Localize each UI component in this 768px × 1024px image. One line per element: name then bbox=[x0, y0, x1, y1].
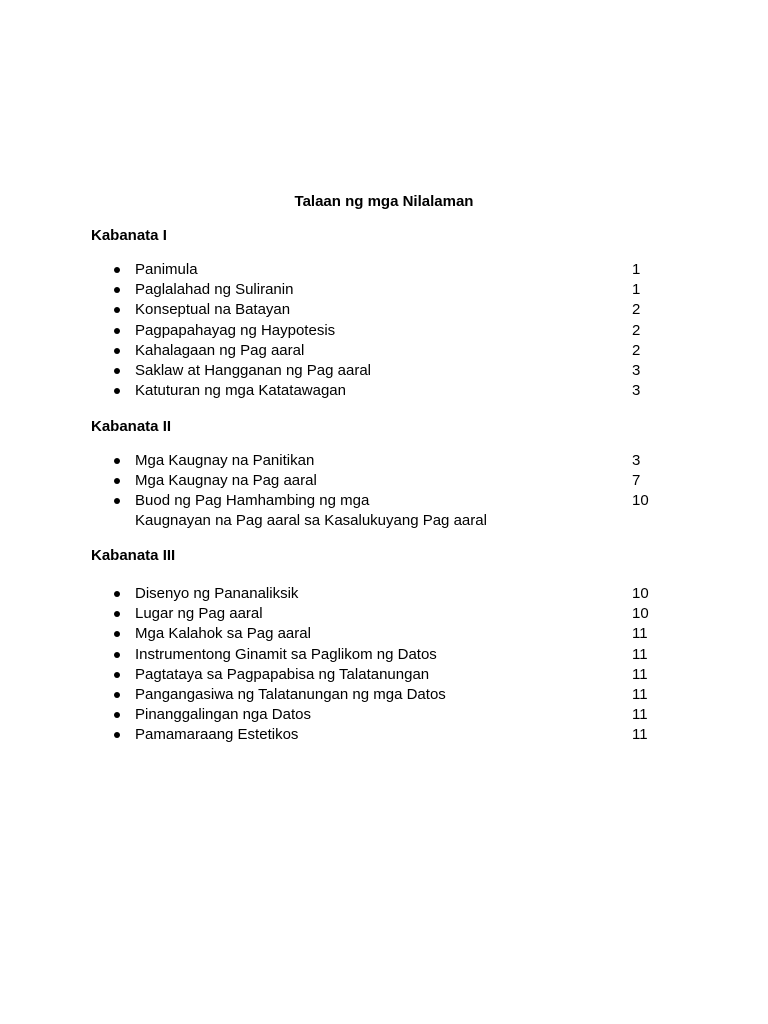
toc-entry: Disenyo ng Pananaliksik 10 bbox=[0, 584, 768, 604]
bullet-icon bbox=[114, 732, 120, 738]
page-number: 2 bbox=[632, 301, 641, 319]
toc-entry: Katuturan ng mga Katatawagan 3 bbox=[0, 381, 768, 401]
bullet-icon bbox=[114, 478, 120, 484]
toc-entry: Panimula 1 bbox=[0, 260, 768, 280]
page-number: 11 bbox=[632, 726, 648, 744]
bullet-icon bbox=[114, 692, 120, 698]
page-number: 10 bbox=[632, 492, 649, 510]
toc-list-chapter-2 bbox=[0, 451, 768, 531]
toc-entry: Konseptual na Batayan 2 bbox=[0, 300, 768, 320]
chapter-heading-3: Kabanata III bbox=[91, 547, 176, 564]
chapter-heading-2: Kabanata II bbox=[91, 418, 172, 435]
bullet-icon bbox=[114, 498, 120, 504]
bullet-icon bbox=[114, 287, 120, 293]
page-number: 11 bbox=[632, 645, 648, 663]
bullet-icon bbox=[114, 307, 120, 313]
page-number: 7 bbox=[632, 472, 641, 490]
page-number: 11 bbox=[632, 625, 648, 643]
toc-entry: Instrumentong Ginamit sa Paglikom ng Datos 11 bbox=[0, 645, 768, 665]
toc-list-chapter-1 bbox=[0, 260, 768, 401]
bullet-icon bbox=[114, 591, 120, 597]
page-number: 11 bbox=[632, 665, 648, 683]
page-number: 3 bbox=[632, 382, 641, 400]
bullet-icon bbox=[114, 458, 120, 464]
page-number: 11 bbox=[632, 685, 648, 703]
page-number: 10 bbox=[632, 585, 649, 602]
bullet-icon bbox=[114, 631, 120, 637]
bullet-icon bbox=[114, 388, 120, 394]
bullet-icon bbox=[114, 672, 120, 678]
page-number: 1 bbox=[632, 261, 641, 278]
page-number: 2 bbox=[632, 341, 641, 359]
toc-entry: Buod ng Pag Hamhambing ng mga Kaugnayan na Pag aaral sa Kasalukuyang Pag aaral 10 bbox=[0, 491, 768, 531]
toc-entry: Paglalahad ng Suliranin 1 bbox=[0, 280, 768, 300]
bullet-icon bbox=[114, 712, 120, 718]
toc-entry: Pinanggalingan nga Datos 11 bbox=[0, 705, 768, 725]
toc-entry: Pamamaraang Estetikos 11 bbox=[0, 725, 768, 745]
page-number: 3 bbox=[632, 452, 641, 469]
page-number: 11 bbox=[632, 706, 648, 724]
toc-entry: Mga Kalahok sa Pag aaral 11 bbox=[0, 624, 768, 644]
page-title: Talaan ng mga Nilalaman bbox=[294, 193, 474, 210]
bullet-icon bbox=[114, 652, 120, 658]
toc-entry: Mga Kaugnay na Pag aaral 7 bbox=[0, 471, 768, 491]
toc-entry: Saklaw at Hangganan ng Pag aaral 3 bbox=[0, 361, 768, 381]
bullet-icon bbox=[114, 348, 120, 354]
chapter-heading-1: Kabanata I bbox=[91, 227, 167, 244]
bullet-icon bbox=[114, 368, 120, 374]
toc-entry: Pangangasiwa ng Talatanungan ng mga Datos 11 bbox=[0, 685, 768, 705]
page-number: 3 bbox=[632, 361, 641, 379]
toc-entry: Pagtataya sa Pagpapabisa ng Talatanungan 11 bbox=[0, 665, 768, 685]
page-number: 1 bbox=[632, 281, 641, 299]
toc-list-chapter-3 bbox=[0, 584, 768, 746]
bullet-icon bbox=[114, 328, 120, 334]
toc-entry: Kahalagaan ng Pag aaral 2 bbox=[0, 341, 768, 361]
page-number: 2 bbox=[632, 321, 641, 339]
page-number: 10 bbox=[632, 605, 649, 623]
toc-entry: Pagpapahayag ng Haypotesis 2 bbox=[0, 321, 768, 341]
bullet-icon bbox=[114, 267, 120, 273]
toc-entry: Mga Kaugnay na Panitikan 3 bbox=[0, 451, 768, 471]
bullet-icon bbox=[114, 611, 120, 617]
toc-entry: Lugar ng Pag aaral 10 bbox=[0, 604, 768, 624]
